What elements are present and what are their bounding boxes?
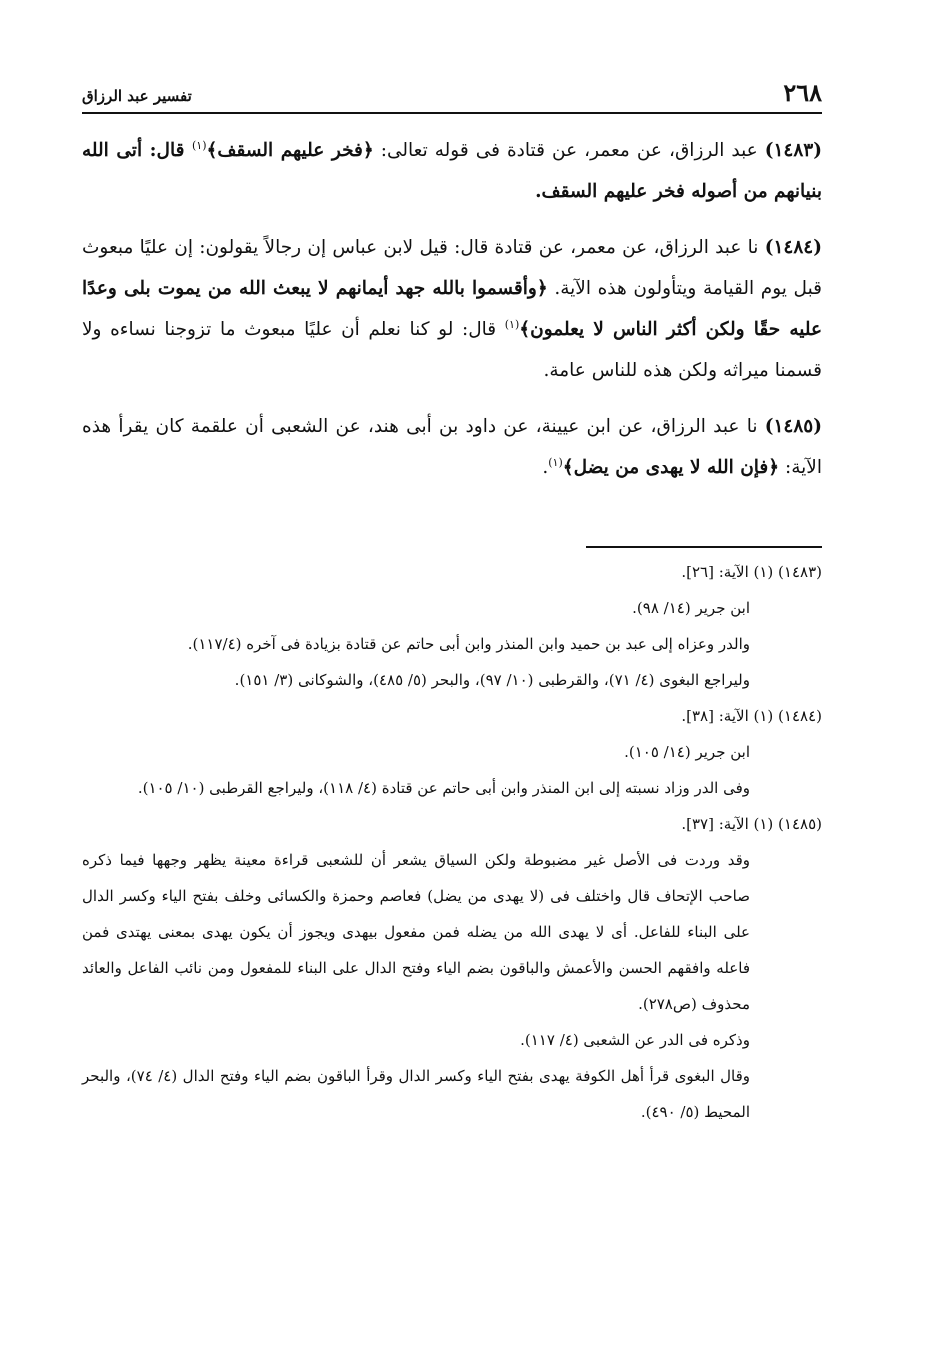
entry-number: (١٤٨٥): [764, 416, 822, 437]
page-header: [82, 78, 822, 114]
main-text: [82, 130, 822, 488]
entry-text: نا عبد الرزاق، عن ابن عيينة، عن داود بن أبى هند، عن الشعبى أن علقمة كان يقرأ هذه الآية:: [82, 416, 822, 478]
footnote-ref: (١): [504, 317, 520, 331]
entry-text-bold: قال: أتى الله بنيانهم من أصوله فخر عليهم السقف.: [82, 140, 822, 202]
entry-1485: [82, 406, 822, 488]
footnote-line: وفى الدر وزاد نسبته إلى ابن المنذر وابن أبى حاتم عن قتادة (٤/ ١١٨)، وليراجع القرطبى (١٠/ ١٠٥).: [137, 779, 750, 797]
footnote-line: وقال البغوى قرأ أهل الكوفة يهدى بفتح الياء وكسر الدال وقرأ الباقون بضم الياء وفتح الدال (٤/ ٧٤)، والبحر المحيط (٥/ ٤٩٠).: [82, 1067, 750, 1121]
entry-text: نا عبد الرزاق، عن معمر، عن قتادة قال: قيل لابن عباس إن رجالاً يقولون: إن عليًا مبعوث قبل يوم القيامة ويتأولون هذه الآية.: [82, 237, 822, 299]
quran-quote: ﴿فخر عليهم السقف﴾: [206, 140, 374, 161]
running-title: تفسير عبد الرزاق: [82, 87, 192, 105]
footnote-line: وليراجع البغوى (٤/ ٧١)، والقرطبى (١٠/ ٩٧)، والبحر (٥/ ٤٨٥)، والشوكانى (٣/ ١٥١).: [234, 671, 750, 689]
footnote-heading: (١٤٨٤) (١) الآية: [٣٨].: [681, 707, 822, 725]
entry-text: عبد الرزاق، عن معمر، عن قتادة فى قوله تعالى:: [373, 140, 765, 161]
footnote-line: ابن جرير (١٤/ ١٠٥).: [624, 743, 750, 761]
entry-number: (١٤٨٣): [764, 140, 822, 161]
footnote-line: والدر وعزاه إلى عبد بن حميد وابن المنذر وابن أبى حاتم عن قتادة بزيادة فى آخره (١١٧/٤).: [187, 635, 750, 653]
footnote-line: وقد وردت فى الأصل غير مضبوطة ولكن السياق يشعر أن للشعبى قراءة معينة يظهر وجهها فيما ذكره صاحب الإتحاف قال واختلف فى (لا يهدى من يضل) فعاصم وحمزة والكسائى وخلف بفتح الياء وكسر الدال على البناء للفاعل. أى لا يهدى الله من يضله فمن مفعول بيهدى ويجوز أن يكون يهدى بمعنى يهتدى فمن فاعله وافقهم الحسن والأعمش والباقون بضم الياء وفتح الدال على البناء للمفعول ومن نائب الفاعل والعائد محذوف (ص٢٧٨).: [82, 851, 750, 1013]
entry-text-continued: قال: لو كنا نعلم أن عليًا مبعوث ما تزوجنا نساءه ولا قسمنا ميراثه ولكن هذه للناس عامة.: [82, 319, 822, 381]
footnote-line: ابن جرير (١٤/ ٩٨).: [632, 599, 750, 617]
entry-1483: [82, 130, 822, 212]
quran-quote: ﴿فإن الله لا يهدى من يضل﴾: [562, 457, 780, 478]
entry-1484: [82, 227, 822, 391]
entry-number: (١٤٨٤): [764, 237, 822, 258]
footnote-group-1484: [82, 698, 822, 806]
book-page: [82, 78, 822, 1130]
footnote-group-1483: [82, 554, 822, 698]
entry-text-continued: .: [542, 457, 549, 478]
footnotes: [82, 554, 822, 1130]
footnote-line: وذكره فى الدر عن الشعبى (٤/ ١١٧).: [520, 1031, 750, 1049]
footnote-ref: (١): [192, 138, 207, 152]
footnote-heading: (١٤٨٣) (١) الآية: [٢٦].: [681, 563, 822, 581]
footnote-divider: [586, 546, 822, 548]
quran-quote: ﴿وأقسموا بالله جهد أيمانهم لا يبعث الله من يموت بلى وعدًا عليه حقًا ولكن أكثر الناس لا يعلمون﴾: [82, 278, 822, 340]
footnote-group-1485: [82, 806, 822, 1130]
page-number: ٢٦٨: [783, 78, 822, 107]
footnote-ref: (١): [548, 455, 563, 469]
footnote-heading: (١٤٨٥) (١) الآية: [٣٧].: [681, 815, 822, 833]
